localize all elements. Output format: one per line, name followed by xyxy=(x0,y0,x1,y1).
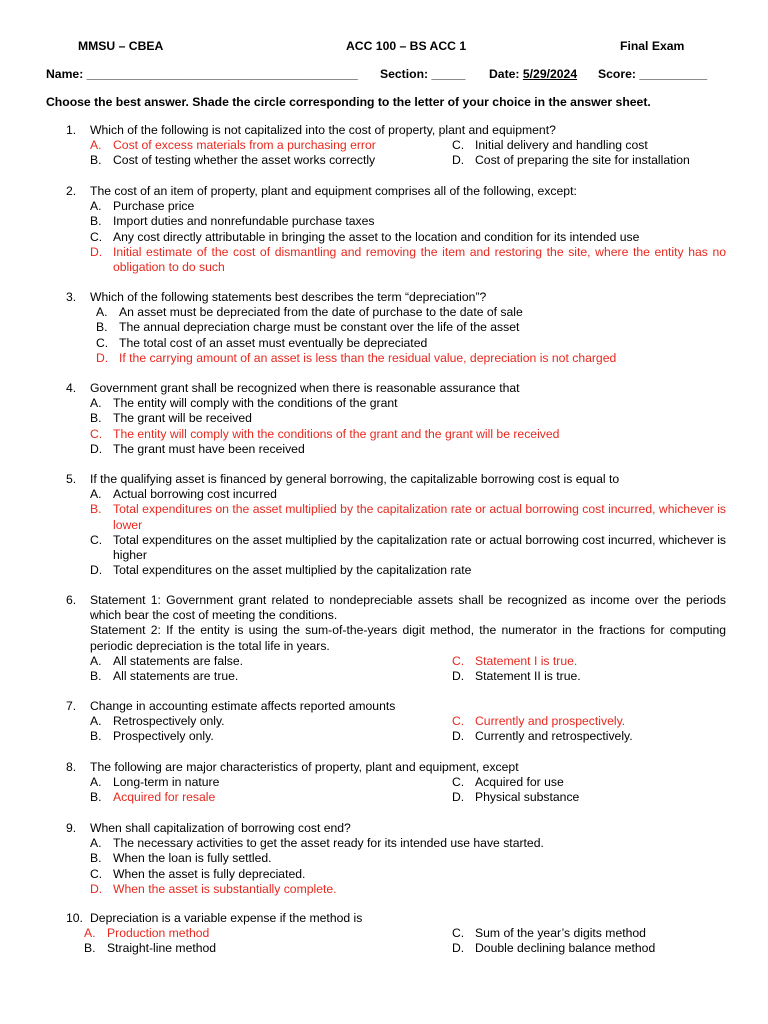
option-a xyxy=(84,926,452,941)
option-letter: D. xyxy=(90,881,103,896)
option-letter: D. xyxy=(452,790,465,805)
option-letter: C. xyxy=(90,866,103,881)
option-d xyxy=(90,882,726,897)
option-text: Retrospectively only. xyxy=(113,714,225,729)
option-text: Total expenditures on the asset multiplied by the capitalization rate xyxy=(113,563,472,578)
section-blank: _____ xyxy=(431,67,466,81)
option-text: All statements are false. xyxy=(113,653,244,668)
option-b xyxy=(90,729,452,744)
option-text: Prospectively only. xyxy=(113,729,214,744)
option-letter: A. xyxy=(90,836,102,851)
option-c xyxy=(90,867,726,882)
option-letter: A. xyxy=(90,138,102,153)
option-d xyxy=(452,153,726,168)
option-d xyxy=(96,351,726,366)
option-text: Double declining balance method xyxy=(475,941,656,956)
school-label: MMSU – CBEA xyxy=(78,39,164,53)
option-letter: C. xyxy=(452,714,465,729)
option-text: If the carrying amount of an asset is less than the residual value, depreciation is not charged xyxy=(119,350,617,365)
option-letter: C. xyxy=(90,426,103,441)
option-text: The grant will be received xyxy=(113,411,252,426)
option-letter: D. xyxy=(90,441,103,456)
question-stem xyxy=(90,593,726,654)
question-1 xyxy=(66,123,726,169)
option-letter: B. xyxy=(90,411,102,426)
option-c xyxy=(452,138,726,153)
option-text: Cost of preparing the site for installation xyxy=(475,153,690,168)
option-letter: B. xyxy=(90,851,102,866)
option-text: When the loan is fully settled. xyxy=(113,851,272,866)
options-grid xyxy=(90,775,726,805)
option-text: The total cost of an asset must eventually be depreciated xyxy=(119,335,428,350)
exam-label: Final Exam xyxy=(620,39,685,53)
options-grid xyxy=(90,654,726,684)
question-number: 6. xyxy=(66,593,77,607)
option-letter: D. xyxy=(452,941,465,956)
option-letter: A. xyxy=(90,396,102,411)
question-stem: The cost of an item of property, plant and equipment comprises all of the following, except: xyxy=(90,184,577,198)
option-letter: A. xyxy=(90,487,102,502)
score-field xyxy=(598,67,707,81)
option-text: Straight-line method xyxy=(107,941,217,956)
option-letter: B. xyxy=(96,320,108,335)
option-c xyxy=(452,926,726,941)
question-stem: The following are major characteristics of property, plant and equipment, except xyxy=(90,760,519,774)
statement-1: Statement 1: Government grant related to nondepreciable assets shall be recognized as income over the periods which bear the cost of meeting the conditions. xyxy=(90,593,726,623)
option-a xyxy=(90,396,726,411)
question-4 xyxy=(66,381,726,457)
option-letter: A. xyxy=(96,305,108,320)
options-grid xyxy=(90,138,726,168)
option-text: Purchase price xyxy=(113,199,195,214)
option-b xyxy=(90,153,452,168)
option-letter: D. xyxy=(452,669,465,684)
option-text: Initial estimate of the cost of dismantling and removing the item and restoring the site, where the entity has no obligation to do such xyxy=(113,244,726,275)
date-value: 5/29/2024 xyxy=(522,67,578,81)
question-number: 7. xyxy=(66,699,77,713)
question-8 xyxy=(66,760,726,806)
option-b xyxy=(90,411,726,426)
option-b xyxy=(90,790,452,805)
options-grid xyxy=(90,714,726,744)
option-text: Currently and retrospectively. xyxy=(475,729,633,744)
option-text: All statements are true. xyxy=(113,669,239,684)
question-stem: Depreciation is a variable expense if the method is xyxy=(90,911,363,925)
option-letter: A. xyxy=(90,775,102,790)
option-letter: A. xyxy=(90,653,102,668)
options-list xyxy=(96,305,726,366)
question-number: 4. xyxy=(66,381,77,395)
option-text: Initial delivery and handling cost xyxy=(475,138,648,153)
question-number: 3. xyxy=(66,290,77,304)
question-stem: Government grant shall be recognized when there is reasonable assurance that xyxy=(90,381,520,395)
option-b xyxy=(90,851,726,866)
option-b xyxy=(90,214,726,229)
name-field xyxy=(46,67,358,81)
question-stem: Change in accounting estimate affects reported amounts xyxy=(90,699,396,713)
option-text: Physical substance xyxy=(475,790,580,805)
option-letter: B. xyxy=(90,669,102,684)
question-number: 9. xyxy=(66,821,77,835)
question-number: 2. xyxy=(66,184,77,198)
question-stem: If the qualifying asset is financed by general borrowing, the capitalizable borrowing cost is equal to xyxy=(90,472,620,486)
option-text: Currently and prospectively. xyxy=(475,714,626,729)
question-stem: Which of the following statements best describes the term “depreciation”? xyxy=(90,290,487,304)
option-c xyxy=(90,533,726,563)
options-list xyxy=(90,396,726,457)
option-text: Statement II is true. xyxy=(475,669,581,684)
statement-2: Statement 2: If the entity is using the sum-of-the-years digit method, the numerator in the fractions for computing periodic depreciation is the total life in years. xyxy=(90,623,726,653)
name-blank: ________________________________________ xyxy=(86,67,358,81)
option-letter: B. xyxy=(84,941,96,956)
option-letter: C. xyxy=(452,138,465,153)
option-letter: D. xyxy=(90,244,103,259)
option-letter: D. xyxy=(96,350,109,365)
option-text: Total expenditures on the asset multiplied by the capitalization rate or actual borrowing cost incurred, whichever is higher xyxy=(113,532,726,563)
options-list xyxy=(90,199,726,275)
option-d xyxy=(90,563,726,578)
question-number: 10. xyxy=(66,911,83,925)
option-letter: B. xyxy=(90,214,102,229)
option-text: Actual borrowing cost incurred xyxy=(113,487,277,502)
option-letter: A. xyxy=(90,199,102,214)
option-text: Import duties and nonrefundable purchase taxes xyxy=(113,214,375,229)
option-c xyxy=(90,427,726,442)
option-text: The entity will comply with the conditions of the grant xyxy=(113,396,398,411)
score-blank: __________ xyxy=(639,67,708,81)
option-letter: B. xyxy=(90,729,102,744)
option-a xyxy=(90,775,452,790)
option-letter: C. xyxy=(452,775,465,790)
option-letter: B. xyxy=(90,790,102,805)
option-a xyxy=(90,654,452,669)
option-letter: D. xyxy=(452,153,465,168)
option-text: Statement I is true. xyxy=(475,653,578,668)
option-a xyxy=(90,836,726,851)
name-label: Name: xyxy=(46,67,84,81)
options-grid xyxy=(84,926,726,956)
question-stem: When shall capitalization of borrowing cost end? xyxy=(90,821,351,835)
option-text: The annual depreciation charge must be constant over the life of the asset xyxy=(119,320,520,335)
option-text: The grant must have been received xyxy=(113,441,305,456)
option-letter: B. xyxy=(90,502,102,517)
option-b xyxy=(90,669,452,684)
option-letter: C. xyxy=(452,653,465,668)
question-number: 1. xyxy=(66,123,77,137)
option-text: When the asset is fully depreciated. xyxy=(113,866,306,881)
option-d xyxy=(452,669,726,684)
date-label: Date: xyxy=(489,67,520,81)
option-d xyxy=(452,941,726,956)
option-c xyxy=(90,230,726,245)
option-c xyxy=(452,775,726,790)
course-label: ACC 100 – BS ACC 1 xyxy=(346,39,467,53)
score-label: Score: xyxy=(598,67,636,81)
option-text: Acquired for resale xyxy=(113,790,216,805)
option-letter: C. xyxy=(96,335,109,350)
options-list xyxy=(90,487,726,578)
question-number: 8. xyxy=(66,760,77,774)
option-a xyxy=(90,714,452,729)
question-number: 5. xyxy=(66,472,77,486)
question-stem: Which of the following is not capitalized into the cost of property, plant and equipment? xyxy=(90,123,556,137)
section-field xyxy=(380,67,465,81)
option-letter: A. xyxy=(90,714,102,729)
option-text: Long-term in nature xyxy=(113,775,220,790)
option-text: Sum of the year’s digits method xyxy=(475,926,646,941)
option-letter: C. xyxy=(452,926,465,941)
option-d xyxy=(90,245,726,275)
question-7 xyxy=(66,699,726,745)
option-text: Production method xyxy=(107,926,210,941)
option-a xyxy=(90,199,726,214)
option-d xyxy=(452,790,726,805)
option-b xyxy=(96,320,726,335)
instructions: Choose the best answer. Shade the circle corresponding to the letter of your choice in the answer sheet. xyxy=(46,95,651,109)
option-text: The necessary activities to get the asset ready for its intended use have started. xyxy=(113,836,544,851)
question-10 xyxy=(66,911,726,957)
option-text: Total expenditures on the asset multiplied by the capitalization rate or actual borrowing cost incurred, whichever is lower xyxy=(113,502,726,532)
option-c xyxy=(96,336,726,351)
option-text: An asset must be depreciated from the date of purchase to the date of sale xyxy=(119,305,523,320)
option-a xyxy=(90,138,452,153)
option-c xyxy=(452,654,726,669)
option-text: Any cost directly attributable in bringing the asset to the location and condition for its intended use xyxy=(113,229,640,244)
option-d xyxy=(90,442,726,457)
question-3 xyxy=(66,290,726,366)
option-letter: D. xyxy=(90,563,103,578)
options-list xyxy=(90,836,726,897)
option-a xyxy=(96,305,726,320)
option-d xyxy=(452,729,726,744)
option-letter: B. xyxy=(90,153,102,168)
option-text: Acquired for use xyxy=(475,775,564,790)
option-b xyxy=(84,941,452,956)
option-text: Cost of excess materials from a purchasing error xyxy=(113,138,376,153)
option-letter: A. xyxy=(84,926,96,941)
option-text: Cost of testing whether the asset works correctly xyxy=(113,153,376,168)
option-c xyxy=(452,714,726,729)
option-letter: C. xyxy=(90,229,103,244)
section-label: Section: xyxy=(380,67,429,81)
question-9 xyxy=(66,821,726,897)
option-a xyxy=(90,487,726,502)
question-2 xyxy=(66,184,726,275)
question-6 xyxy=(66,593,726,684)
question-5 xyxy=(66,472,726,578)
option-text: The entity will comply with the conditions of the grant and the grant will be received xyxy=(113,426,560,441)
option-letter: C. xyxy=(90,532,103,547)
option-b xyxy=(90,502,726,532)
date-field xyxy=(489,67,577,81)
option-letter: D. xyxy=(452,729,465,744)
option-text: When the asset is substantially complete. xyxy=(113,881,337,896)
